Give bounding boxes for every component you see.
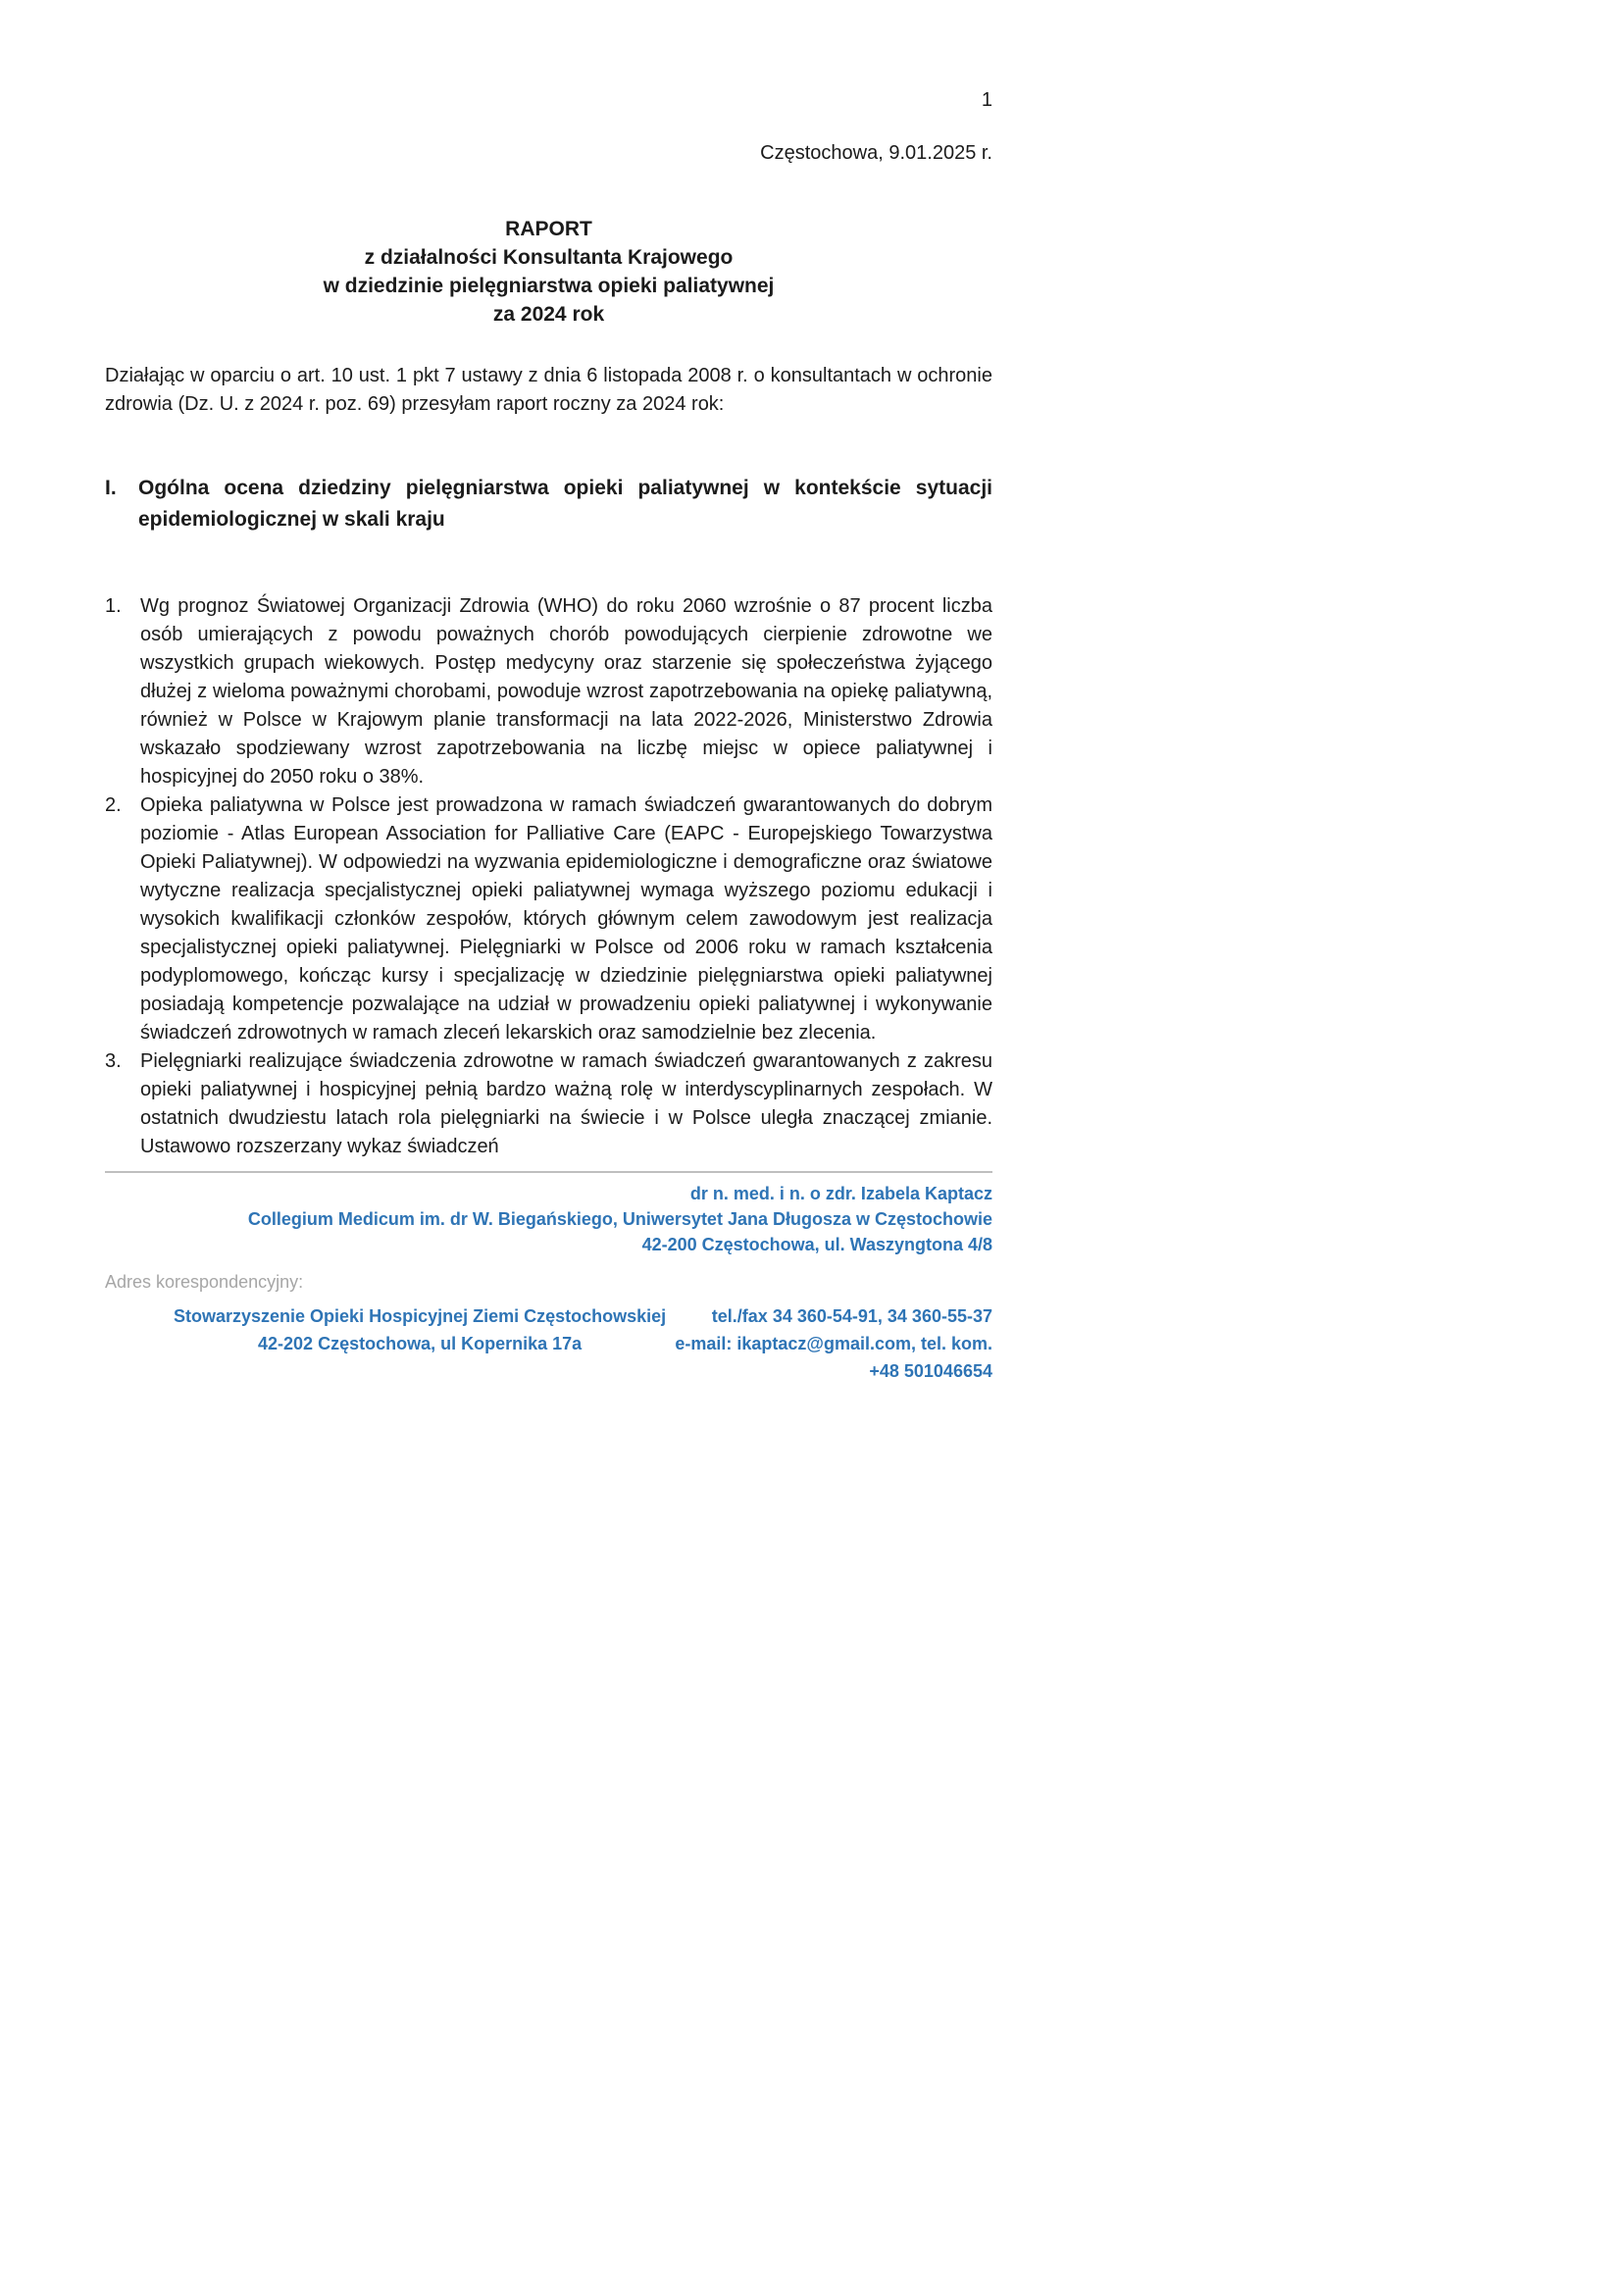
numbered-list xyxy=(105,592,992,1161)
page-footer xyxy=(105,1181,992,1385)
title-line-4: za 2024 rok xyxy=(492,303,605,326)
list-item xyxy=(105,592,992,791)
section-heading xyxy=(105,473,992,535)
title-line-3: w dziedzinie pielęgniarstwa opieki paliatywnej xyxy=(323,275,775,297)
section-heading-text: Ogólna ocena dziedziny pielęgniarstwa opieki paliatywnej w kontekście sytuacji epidemiologicznej w skali kraju xyxy=(138,477,992,531)
footer-phone: tel./fax 34 360-54-91, 34 360-55-37 xyxy=(711,1306,992,1326)
footer-contact xyxy=(666,1302,992,1385)
footer-email: e-mail: ikaptacz@gmail.com, tel. kom. +48 501046654 xyxy=(675,1334,992,1381)
footer-org-address: 42-202 Częstochowa, ul Kopernika 17a xyxy=(258,1334,583,1353)
section-heading-marker: I. xyxy=(105,477,117,499)
list-item-marker: 1. xyxy=(105,595,122,617)
footer-author-affiliation: Collegium Medicum im. dr W. Biegańskiego, Uniwersytet Jana Długosza w Częstochowie xyxy=(247,1209,992,1229)
list-item-text: Opieka paliatywna w Polsce jest prowadzona w ramach świadczeń gwarantowanych do dobrym poziomie - Atlas European Association for Palliative Care (EAPC - Europejskiego Towarzystwa Opieki Paliatywnej). W odpowiedzi na wyzwania epidemiologiczne i demograficzne oraz światowe wytyczne realizacja specjalistycznej opieki paliatywnej wymaga wyższego poziomu edukacji i wysokich kwalifikacji członków zespołów, których głównym celem zawodowym jest realizacja specjalistycznej opieki paliatywnej. Pielęgniarki w Polsce od 2006 roku w ramach kształcenia podyplomowego, kończąc kursy i specjalizację w dziedzinie pielęgniarstwa opieki paliatywnej posiadają kompetencje pozwalające na udział w prowadzeniu opieki paliatywnej i wykonywanie świadczeń zdrowotnych w ramach zleceń lekarskich oraz samodzielnie bez zlecenia. xyxy=(140,794,992,1044)
correspondence-label: Adres korespondencyjny: xyxy=(105,1272,304,1292)
footer-contact-columns xyxy=(105,1302,992,1385)
footer-author-name: dr n. med. i n. o zdr. Izabela Kaptacz xyxy=(689,1184,992,1203)
page-number: 1 xyxy=(981,89,992,111)
intro-paragraph: Działając w oparciu o art. 10 ust. 1 pkt 7 ustawy z dnia 6 listopada 2008 r. o konsultantach w ochronie zdrowia (Dz. U. z 2024 r. poz. 69) przesyłam raport roczny za 2024 rok: xyxy=(105,365,992,415)
title-line-2: z działalności Konsultanta Krajowego xyxy=(364,246,734,269)
list-item-text: Wg prognoz Światowej Organizacji Zdrowia (WHO) do roku 2060 wzrośnie o 87 procent liczba osób umierających z powodu poważnych chorób powodujących cierpienie zdrowotne we wszystkich grupach wiekowych. Postęp medycyny oraz starzenie się społeczeństwa żyjącego dłużej z wieloma poważnymi chorobami, powoduje wzrost zapotrzebowania na opiekę paliatywną, również w Polsce w Krajowym planie transformacji na lata 2022-2026, Ministerstwo Zdrowia wskazało spodziewany wzrost zapotrzebowania na liczbę miejsc w opiece paliatywnej i hospicyjnej do 2050 roku o 38%. xyxy=(140,595,992,788)
list-item xyxy=(105,1047,992,1161)
footer-organization xyxy=(105,1302,666,1385)
footer-author-block xyxy=(105,1181,992,1257)
list-item-marker: 2. xyxy=(105,794,122,816)
list-item xyxy=(105,791,992,1047)
footer-author-address: 42-200 Częstochowa, ul. Waszyngtona 4/8 xyxy=(641,1235,992,1254)
date-line: Częstochowa, 9.01.2025 r. xyxy=(760,142,992,164)
report-title xyxy=(105,215,992,329)
list-item-marker: 3. xyxy=(105,1050,122,1072)
footer-org-name: Stowarzyszenie Opieki Hospicyjnej Ziemi Częstochowskiej xyxy=(174,1306,667,1326)
title-line-1: RAPORT xyxy=(505,218,592,240)
document-content xyxy=(105,86,992,1385)
footer-divider xyxy=(105,1171,992,1173)
list-item-text: Pielęgniarki realizujące świadczenia zdrowotne w ramach świadczeń gwarantowanych z zakresu opieki paliatywnej i hospicyjnej pełnią bardzo ważną rolę w interdyscyplinarnych zespołach. W ostatnich dwudziestu latach rola pielęgniarki na świecie i w Polsce uległa znaczącej zmianie. Ustawowo rozszerzany wykaz świadczeń xyxy=(140,1050,992,1157)
